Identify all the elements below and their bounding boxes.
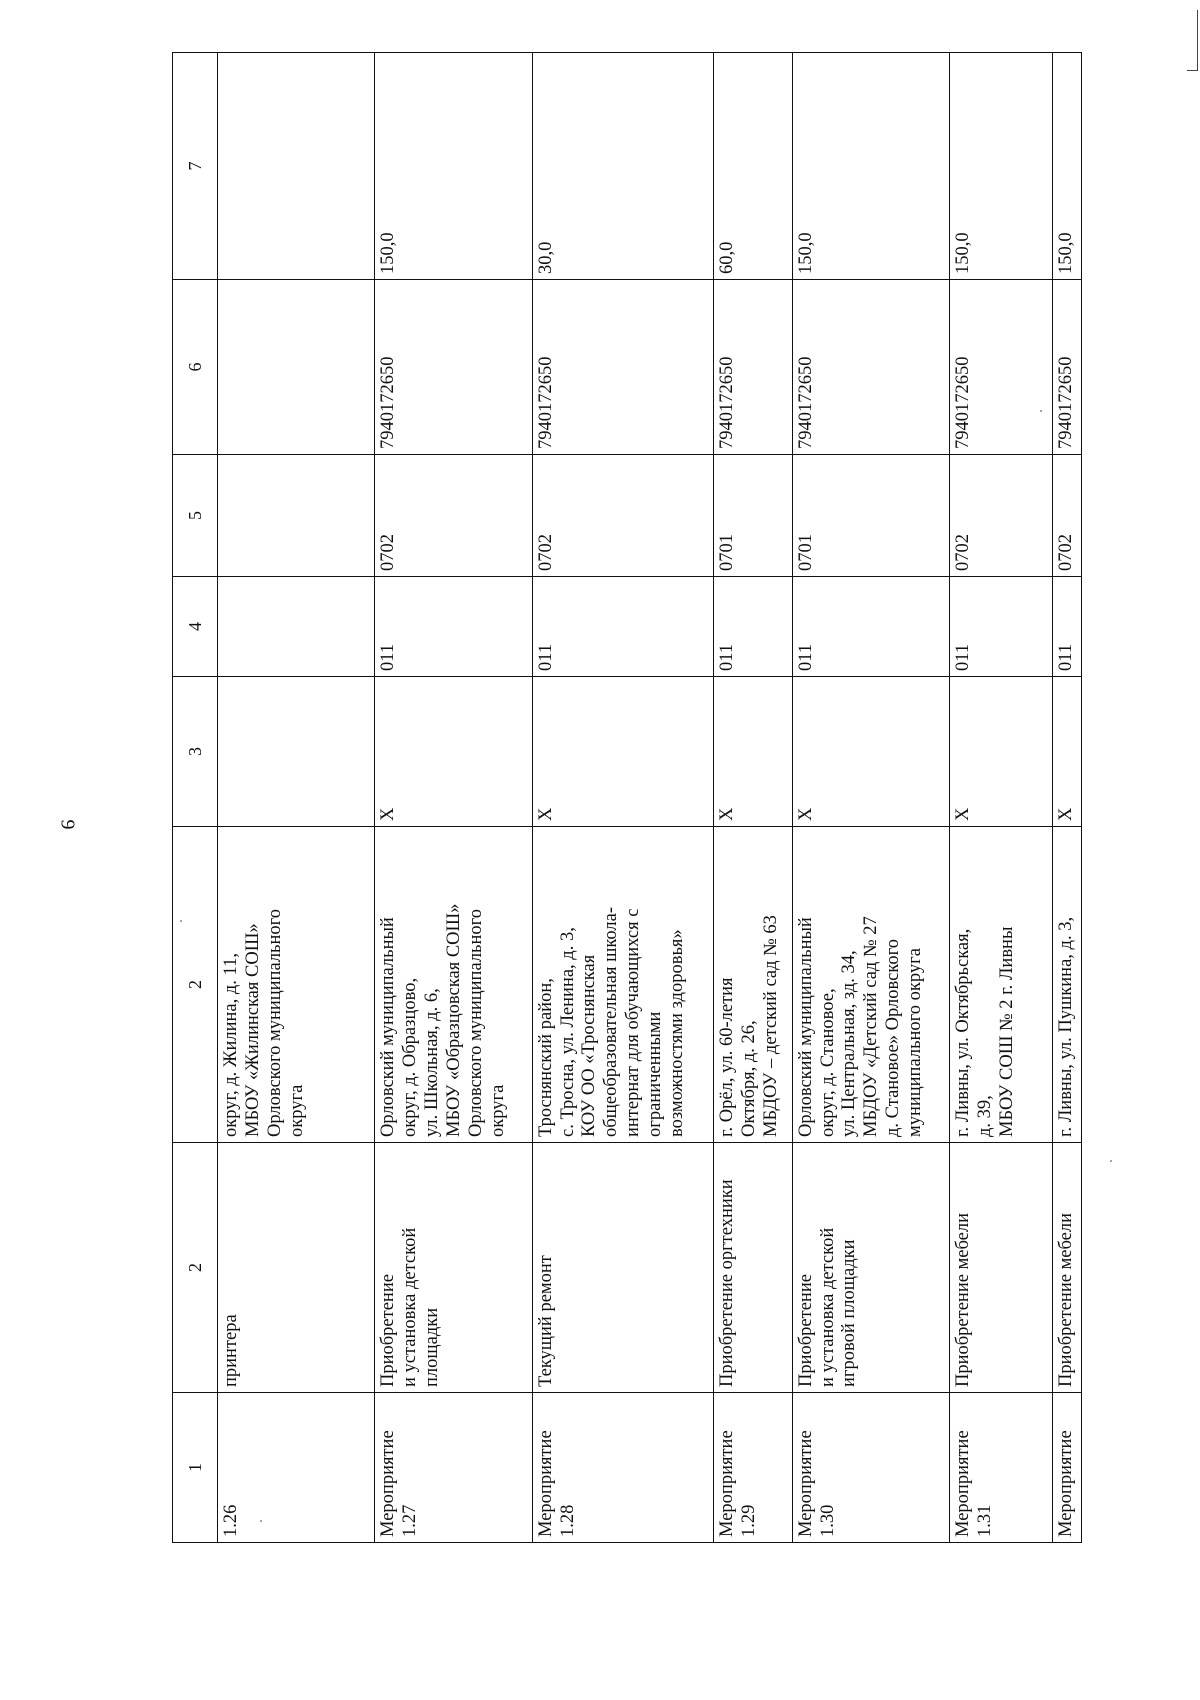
action-cell — [1052, 1143, 1081, 1393]
cell-line: МБОУ «Жилинская СОШ» — [242, 923, 263, 1137]
cell-line: Мероприятие — [795, 1430, 816, 1537]
cell-col4: 011 — [950, 577, 1053, 677]
cell-line: Мероприятие — [535, 1430, 556, 1537]
action-cell — [950, 1143, 1053, 1393]
cell-line: г. Ливны, ул. Октябрьская, — [953, 928, 974, 1137]
rotated-table-wrapper — [172, 53, 1082, 1543]
amount-cell: 150,0 — [950, 53, 1053, 280]
table-row — [1052, 53, 1081, 1543]
cell-col6: 7940172650 — [532, 280, 713, 455]
cell-col6: 7940172650 — [792, 280, 949, 455]
cell-col3 — [218, 677, 375, 827]
cell-line: интернат для обучающихся с — [622, 908, 643, 1137]
amount-cell: 150,0 — [792, 53, 949, 280]
scan-speck — [1110, 1160, 1112, 1162]
amount-cell: 150,0 — [1052, 53, 1081, 280]
cell-line: Приобретение — [795, 1274, 816, 1387]
address-cell — [375, 827, 532, 1143]
cell-line: Приобретение оргтехники — [717, 1179, 738, 1387]
cell-line: возможностями здоровья» — [666, 929, 687, 1137]
header-cell: 7 — [173, 53, 218, 280]
cell-line: г. Орёл, ул. 60-летия — [717, 977, 738, 1137]
amount-cell: 60,0 — [714, 53, 793, 280]
table-row — [950, 53, 1053, 1543]
cell-line: Орловского муниципального — [264, 908, 285, 1137]
page-number: 9 — [56, 819, 79, 830]
cell-col3: Х — [1052, 677, 1081, 827]
cell-line: общеобразовательная школа- — [601, 906, 622, 1137]
measure-number-cell — [714, 1393, 793, 1543]
cell-line: округ, д. Жилина, д. 11, — [221, 953, 242, 1137]
cell-line: и установка детской — [400, 1227, 421, 1387]
cell-col6: 7940172650 — [1052, 280, 1081, 455]
cell-col6: 7940172650 — [950, 280, 1053, 455]
cell-line: МБДОУ «Детский сад № 27 — [861, 916, 882, 1137]
cell-line: Орловский муниципальный — [795, 917, 816, 1137]
cell-line: г. Ливны, ул. Пушкина, д. 3, — [1055, 916, 1076, 1137]
cell-line: округ, д. Образцово, — [400, 977, 421, 1137]
cell-line: Приобретение мебели — [953, 1213, 974, 1387]
cell-col4: 011 — [714, 577, 793, 677]
cell-line: 1.29 — [738, 1504, 759, 1537]
action-cell — [218, 1143, 375, 1393]
cell-line: КОУ ОО «Троснянская — [579, 954, 600, 1137]
cell-line: Приобретение — [378, 1274, 399, 1387]
cell-col4: 011 — [792, 577, 949, 677]
action-cell — [375, 1143, 532, 1393]
table-header-row — [173, 53, 218, 1543]
table-row — [532, 53, 713, 1543]
cell-line: ограниченными — [644, 1011, 665, 1137]
amount-cell: 30,0 — [532, 53, 713, 280]
cell-col3: Х — [714, 677, 793, 827]
cell-line: и установка детской — [817, 1227, 838, 1387]
action-cell — [714, 1143, 793, 1393]
cell-line: муниципального округа — [904, 948, 925, 1137]
address-cell — [950, 827, 1053, 1143]
cell-line: Орловского муниципального — [465, 908, 486, 1137]
cell-col4: 011 — [1052, 577, 1081, 677]
cell-col3: Х — [532, 677, 713, 827]
table-row — [375, 53, 532, 1543]
cell-line: Октября, д. 26, — [738, 1020, 759, 1137]
header-cell: 6 — [173, 280, 218, 455]
measure-number-cell — [792, 1393, 949, 1543]
cell-line: 1.31 — [974, 1504, 995, 1537]
header-cell: 1 — [173, 1393, 218, 1543]
cell-col6: 7940172650 — [375, 280, 532, 455]
cell-line: ул. Школьная, д. 6, — [422, 988, 443, 1137]
cell-line: Троснянский район, — [535, 978, 556, 1137]
address-cell — [532, 827, 713, 1143]
cell-line: Орловский муниципальный — [378, 917, 399, 1137]
cell-line: принтера — [221, 1314, 242, 1387]
cell-line: МБОУ «Образцовская СОШ» — [443, 903, 464, 1137]
measure-number-cell — [950, 1393, 1053, 1543]
cell-line: 1.26 — [221, 1504, 242, 1537]
cell-col3: Х — [375, 677, 532, 827]
address-cell — [1052, 827, 1081, 1143]
cell-col5: 0701 — [714, 455, 793, 577]
cell-col4: 011 — [532, 577, 713, 677]
table-row — [218, 53, 375, 1543]
header-cell: 5 — [173, 455, 218, 577]
cell-col3: Х — [792, 677, 949, 827]
cell-line: Приобретение мебели — [1055, 1213, 1076, 1387]
cell-col5: 0702 — [950, 455, 1053, 577]
cell-line: д. Становое» Орловского — [883, 939, 904, 1137]
header-cell: 2 — [173, 1143, 218, 1393]
cell-line: МБДОУ – детский сад № 63 — [760, 915, 781, 1137]
cell-col3: Х — [950, 677, 1053, 827]
address-cell — [218, 827, 375, 1143]
header-cell: 3 — [173, 677, 218, 827]
action-cell — [792, 1143, 949, 1393]
cell-col5: 0702 — [1052, 455, 1081, 577]
measure-number-cell — [532, 1393, 713, 1543]
scan-edge-mark — [1187, 10, 1198, 71]
cell-line: 1.27 — [400, 1504, 421, 1537]
header-cell: 4 — [173, 577, 218, 677]
cell-col4 — [218, 577, 375, 677]
cell-line: Мероприятие — [953, 1430, 974, 1537]
cell-line: округа — [487, 1084, 508, 1137]
cell-line: д. 39, — [974, 1095, 995, 1137]
cell-line: Мероприятие — [717, 1430, 738, 1537]
cell-line: ул. Центральная, зд. 34, — [839, 950, 860, 1137]
measure-number-cell — [1052, 1393, 1081, 1543]
table-row — [792, 53, 949, 1543]
cell-col6 — [218, 280, 375, 455]
action-cell — [532, 1143, 713, 1393]
measure-number-cell — [218, 1393, 375, 1543]
cell-col4: 011 — [375, 577, 532, 677]
measure-number-cell — [375, 1393, 532, 1543]
address-cell — [714, 827, 793, 1143]
cell-line: игровой площадки — [839, 1239, 860, 1387]
cell-line: с. Тросна, ул. Ленина, д. 3, — [557, 927, 578, 1137]
cell-line: Мероприятие — [378, 1430, 399, 1537]
cell-col5: 0702 — [375, 455, 532, 577]
cell-line: Текущий ремонт — [535, 1255, 556, 1387]
cell-line: Мероприятие — [1055, 1430, 1076, 1537]
cell-line: МБОУ СОШ № 2 г. Ливны — [996, 926, 1017, 1137]
cell-col6: 7940172650 — [714, 280, 793, 455]
amount-cell: 150,0 — [375, 53, 532, 280]
cell-line: округ, д. Становое, — [817, 988, 838, 1137]
cell-col5: 0701 — [792, 455, 949, 577]
measures-table — [172, 52, 1082, 1543]
cell-line: 1.28 — [557, 1504, 578, 1537]
cell-line: округа — [286, 1084, 307, 1137]
address-cell — [792, 827, 949, 1143]
table-row — [714, 53, 793, 1543]
amount-cell — [218, 53, 375, 280]
cell-col5: 0702 — [532, 455, 713, 577]
header-cell: 2 — [173, 827, 218, 1143]
cell-col5 — [218, 455, 375, 577]
cell-line: площадки — [422, 1307, 443, 1387]
cell-line: 1.30 — [817, 1504, 838, 1537]
